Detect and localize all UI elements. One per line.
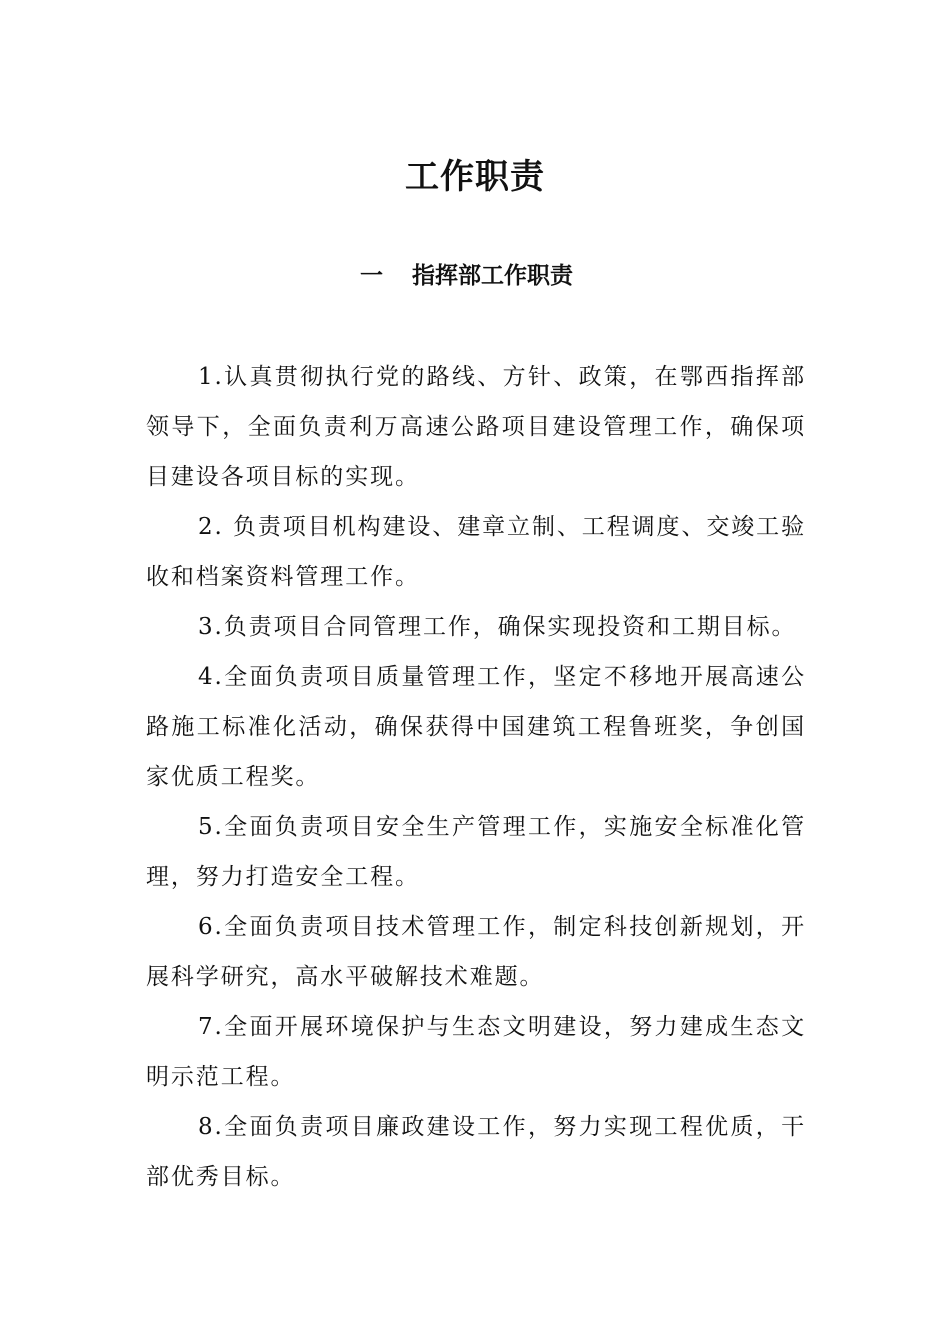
duty-item-4: 4.全面负责项目质量管理工作，坚定不移地开展高速公路施工标准化活动，确保获得中国建筑工程鲁班奖，争创国家优质工程奖。	[146, 664, 806, 790]
section-number: 一	[360, 263, 383, 289]
duty-item-8: 8.全面负责项目廉政建设工作，努力实现工程优质，干部优秀目标。	[146, 1114, 806, 1190]
duty-item-2: 2. 负责项目机构建设、建章立制、工程调度、交竣工验收和档案资料管理工作。	[146, 514, 806, 590]
duty-item-3: 3.负责项目合同管理工作，确保实现投资和工期目标。	[198, 614, 797, 640]
section-title: 指挥部工作职责	[412, 263, 573, 289]
duty-list	[146, 352, 806, 1202]
duty-item-7: 7.全面开展环境保护与生态文明建设，努力建成生态文明示范工程。	[146, 1014, 806, 1090]
section-heading	[360, 256, 573, 296]
duty-item-5: 5.全面负责项目安全生产管理工作，实施安全标准化管理，努力打造安全工程。	[146, 814, 806, 890]
document-title: 工作职责	[405, 157, 545, 197]
duty-item-6: 6.全面负责项目技术管理工作，制定科技创新规划，开展科学研究，高水平破解技术难题。	[146, 914, 806, 990]
duty-item-1: 1.认真贯彻执行党的路线、方针、政策，在鄂西指挥部领导下，全面负责利万高速公路项目建设管理工作，确保项目建设各项目标的实现。	[146, 364, 806, 490]
